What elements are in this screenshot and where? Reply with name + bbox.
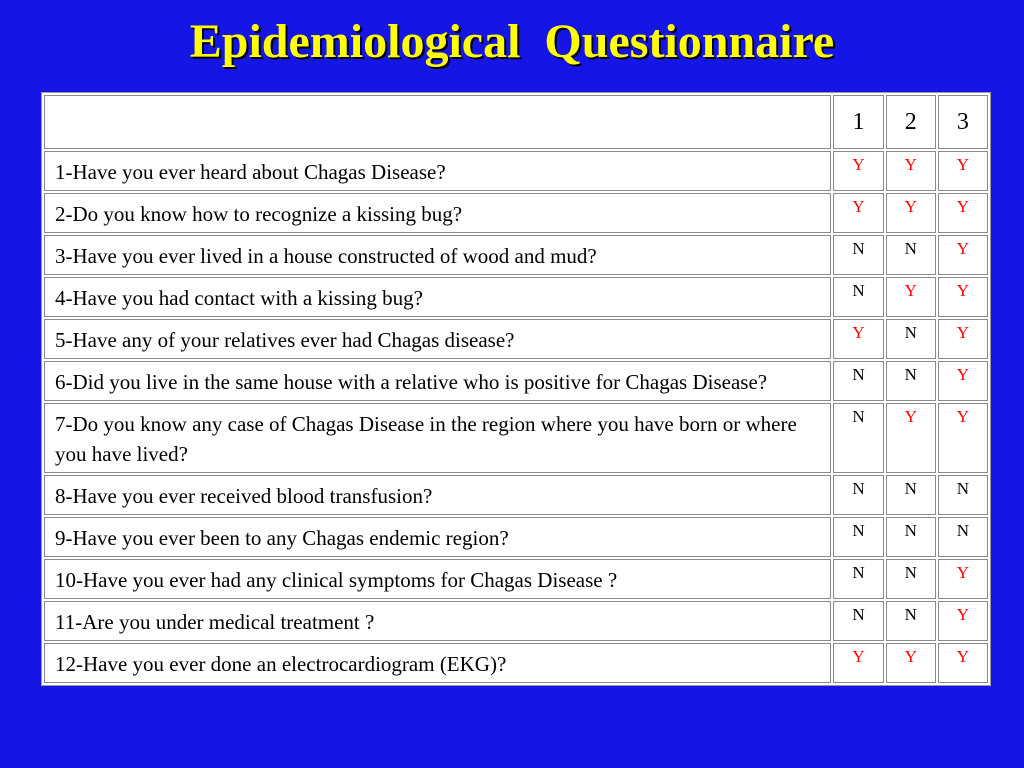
answer-cell-3: Y: [938, 151, 988, 191]
answer-cell-3: N: [938, 475, 988, 515]
table-row: [44, 517, 988, 557]
answer-cell-2: N: [886, 517, 936, 557]
answer-cell-1: N: [833, 475, 883, 515]
table-row: [44, 277, 988, 317]
question-text: 5-Have any of your relatives ever had Chagas disease?: [44, 319, 831, 359]
answer-cell-2: Y: [886, 643, 936, 683]
answer-cell-1: N: [833, 277, 883, 317]
table-row: [44, 601, 988, 641]
table-header-row: [44, 95, 988, 149]
table-row: [44, 319, 988, 359]
header-blank-cell: [44, 95, 831, 149]
answer-cell-3: Y: [938, 601, 988, 641]
question-text: 11-Are you under medical treatment ?: [44, 601, 831, 641]
answer-cell-2: N: [886, 361, 936, 401]
table-row: [44, 403, 988, 473]
table-row: [44, 235, 988, 275]
answer-cell-2: N: [886, 559, 936, 599]
table-row: [44, 193, 988, 233]
answer-cell-1: Y: [833, 319, 883, 359]
answer-cell-2: Y: [886, 403, 936, 473]
column-header-2: 2: [886, 95, 936, 149]
question-text: 1-Have you ever heard about Chagas Disease?: [44, 151, 831, 191]
answer-cell-2: N: [886, 601, 936, 641]
question-text: 4-Have you had contact with a kissing bug?: [44, 277, 831, 317]
answer-cell-1: N: [833, 403, 883, 473]
answer-cell-3: Y: [938, 643, 988, 683]
questionnaire-table-body: [44, 95, 988, 683]
answer-cell-3: Y: [938, 235, 988, 275]
answer-cell-1: N: [833, 517, 883, 557]
question-text: 3-Have you ever lived in a house constructed of wood and mud?: [44, 235, 831, 275]
question-text: 7-Do you know any case of Chagas Disease in the region where you have born or where you have lived?: [44, 403, 831, 473]
answer-cell-2: Y: [886, 151, 936, 191]
answer-cell-3: Y: [938, 319, 988, 359]
table-row: [44, 475, 988, 515]
column-header-3: 3: [938, 95, 988, 149]
table-row: [44, 151, 988, 191]
column-header-1: 1: [833, 95, 883, 149]
answer-cell-3: Y: [938, 193, 988, 233]
answer-cell-2: N: [886, 475, 936, 515]
answer-cell-1: N: [833, 601, 883, 641]
answer-cell-1: Y: [833, 643, 883, 683]
answer-cell-3: Y: [938, 559, 988, 599]
table-row: [44, 559, 988, 599]
question-text: 9-Have you ever been to any Chagas endemic region?: [44, 517, 831, 557]
answer-cell-1: Y: [833, 151, 883, 191]
page-title: Epidemiological Questionnaire: [189, 15, 835, 68]
answer-cell-3: Y: [938, 361, 988, 401]
question-text: 6-Did you live in the same house with a relative who is positive for Chagas Disease?: [44, 361, 831, 401]
answer-cell-2: Y: [886, 277, 936, 317]
answer-cell-3: Y: [938, 403, 988, 473]
question-text: 10-Have you ever had any clinical symptoms for Chagas Disease ?: [44, 559, 831, 599]
table-row: [44, 361, 988, 401]
question-text: 2-Do you know how to recognize a kissing bug?: [44, 193, 831, 233]
answer-cell-2: Y: [886, 193, 936, 233]
answer-cell-1: N: [833, 559, 883, 599]
answer-cell-3: N: [938, 517, 988, 557]
table-row: [44, 643, 988, 683]
question-text: 12-Have you ever done an electrocardiogram (EKG)?: [44, 643, 831, 683]
answer-cell-1: N: [833, 235, 883, 275]
answer-cell-1: N: [833, 361, 883, 401]
answer-cell-3: Y: [938, 277, 988, 317]
question-text: 8-Have you ever received blood transfusion?: [44, 475, 831, 515]
answer-cell-2: N: [886, 235, 936, 275]
answer-cell-2: N: [886, 319, 936, 359]
questionnaire-table: [41, 92, 991, 686]
answer-cell-1: Y: [833, 193, 883, 233]
